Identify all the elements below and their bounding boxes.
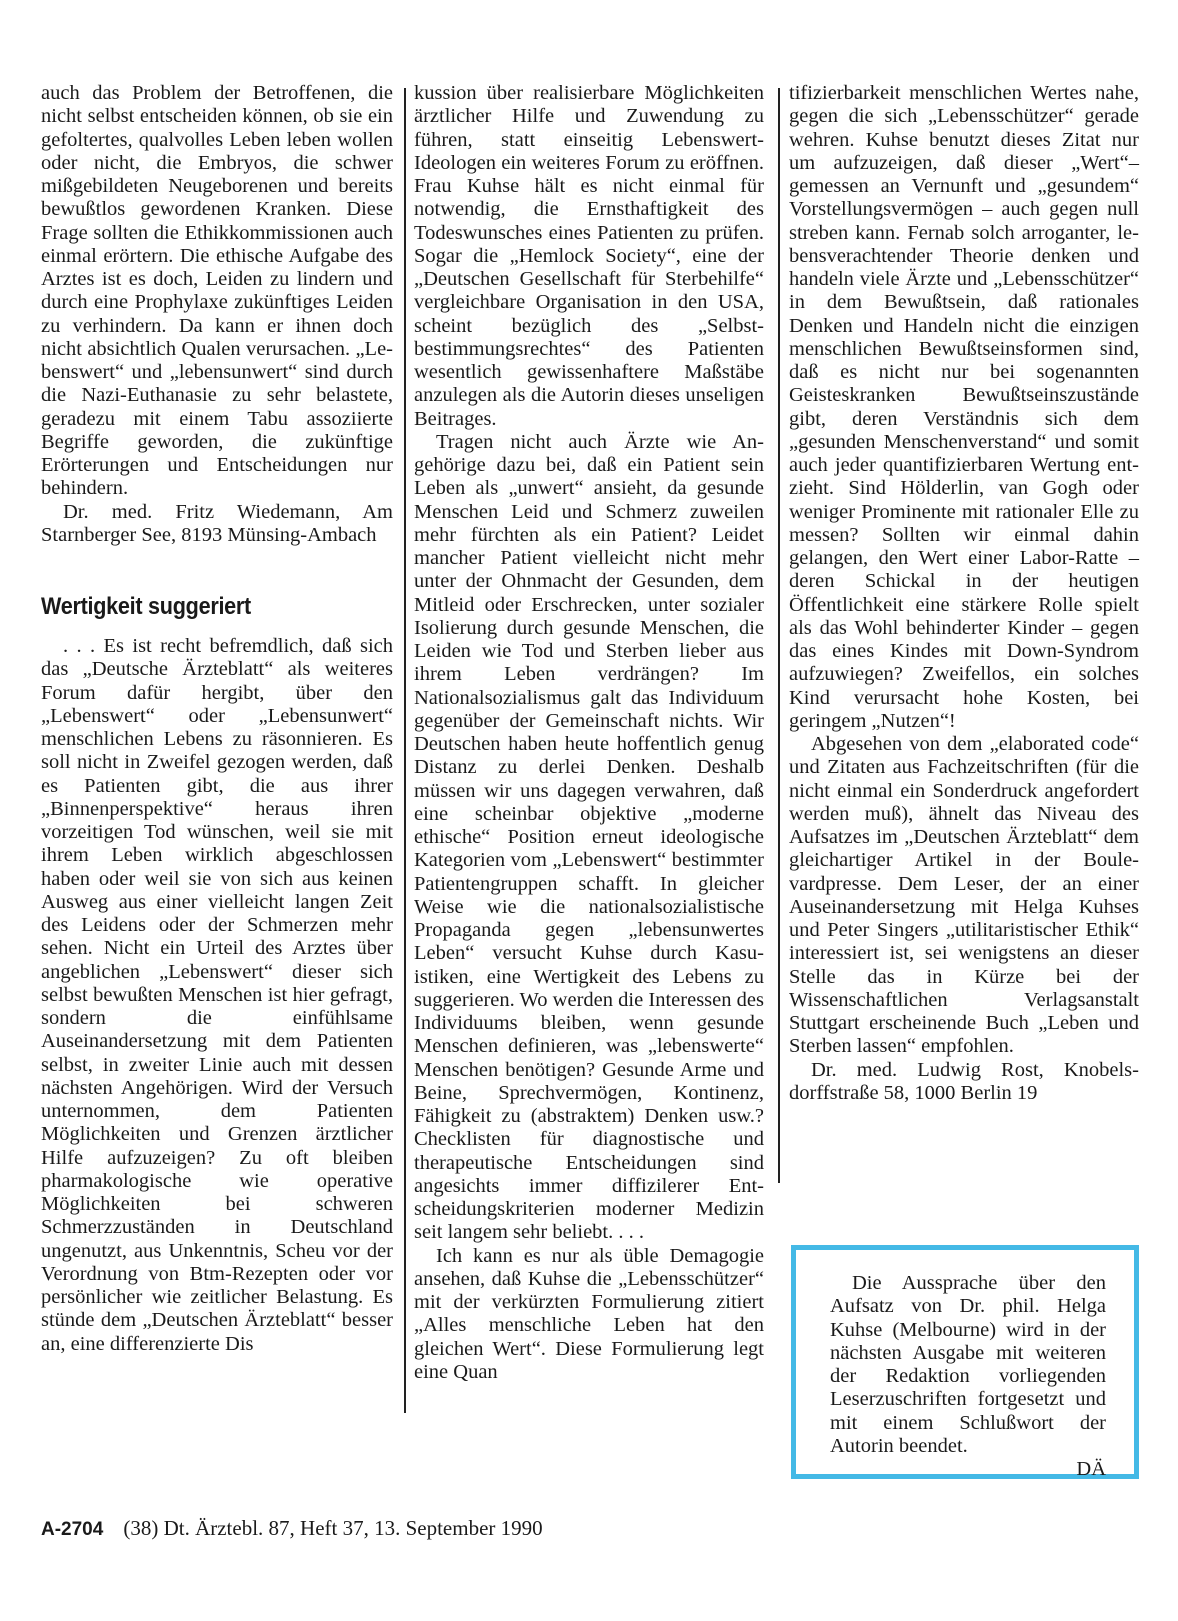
letter-2-paragraph: kussion über realisierbare Möglichkeiten ärztlicher Hilfe und Zuwendung zu führen, statt einseitig Lebenswert-Ideologen ein weiteres Forum zu eröffnen. Frau Kuhse hält es nicht einmal für notwendig, die Ernsthaftigkeit des Todeswunsches eines Patienten zu prüfen. Sogar die „Hemlock Society“, eine der „Deutschen Gesellschaft für Sterbehilfe“ vergleichbare Organisation in den USA, scheint bezüglich des „Selbstbestimmungsrechtes“ des Patienten wesentlich gewissenhaftere Maßstäbe anzulegen als die Autorin dieses unseligen Beitrages.	[414, 82, 764, 430]
letter-2-paragraph: Tragen nicht auch Ärzte wie Angehörige dazu bei, daß ein Patient sein Leben als „unwert“ ansieht, da gesunde Menschen Leid und Schmerz zuweilen mehr fürchten als ein Patient? Leidet mancher Patient vielleicht nicht mehr unter der Ohnmacht der Gesunden, dem Mitleid oder Erschrecken, unter sozialer Isolierung durch gesunde Menschen, die Leiden wie Tod und Sterben lieber aus ihrem Leben verdrängen? Im Nationalsozialismus galt das Individuum gegenüber der Gemeinschaft nichts. Wir Deutschen haben heute hoffentlich genug Distanz zu derlei Denken. Deshalb müssen wir uns dagegen verwahren, daß eine scheinbar objektive „moderne ethische“ Position erneut ideologische Kategorien vom „Lebenswert“ bestimmter Patientengruppen schafft. In gleicher Weise wie die nationalsozialistische Propaganda gegen „lebensunwertes Leben“ versucht Kuhse durch Kasuistiken, eine Wertigkeit des Lebens zu suggerieren. Wo werden die Interessen des Individuums bleiben, wenn gesunde Menschen definieren, was „lebenswerte“ Menschen benötigen? Gesunde Arme und Beine, Sprechvermögen, Kontinenz, Fähigkeit zu (abstraktem) Denken usw.? Checklisten für diagnostische und therapeutische Entscheidungen sind angesichts immer diffizilerer Entscheidungskriterien moderner Medizin seit langem sehr beliebt. . . .	[414, 430, 764, 1244]
letter-1-signature: Dr. med. Fritz Wiedemann, Am Starnberger See, 8193 Münsing-Ambach	[41, 500, 393, 546]
letter-1-text: auch das Problem der Betroffenen, die nicht selbst entscheiden können, ob sie ein gefoltertes, qualvolles Leben leben wollen oder nicht, die Embryos, die schwer mißgebildeten Neugeborenen und bereits bewußtlos gewordenen Kranken. Diese Frage sollten die Ethikkommissionen auch einmal erörtern. Die ethische Aufgabe des Arztes ist es doch, Leiden zu lindern und durch eine Prophylaxe zukünftiges Leiden zu verhindern. Da kann er ihnen doch nicht absichtlich Qualen verursachen. „Lebenswert“ und „lebensunwert“ sind durch die Nazi-Euthanasie zu sehr belastete, geradezu mit einem Tabu assoziierte Begriffe geworden, die zukünftige Erörterungen und Entscheidungen nur behindern.	[41, 82, 393, 500]
letter-2-signature: Dr. med. Ludwig Rost, Knobelsdorffstraße 58, 1000 Berlin 19	[789, 1058, 1139, 1104]
letter-2-text: . . . Es ist recht befremdlich, daß sich das „Deutsche Ärzteblatt“ als weiteres Forum dafür hergibt, über den „Lebenswert“ oder „Lebensunwert“ menschlichen Lebens zu räsonnieren. Es soll nicht in Zweifel gezogen werden, daß es Patienten gibt, die aus ihrer „Binnenperspektive“ heraus ihren vorzeitigen Tod wünschen, weil sie mit ihrem Leben wirklich abgeschlossen haben oder weil sie von sich aus keinen Ausweg aus einer vielleicht langen Zeit des Leidens oder der Schmerzen mehr sehen. Nicht ein Urteil des Arztes über angeblichen „Lebenswert“ dieser sich selbst bewußten Menschen ist hier gefragt, sondern die einfühlsame Auseinandersetzung mit dem Patienten selbst, in zweiter Linie auch mit dessen nächsten Angehörigen. Wird der Versuch unternommen, dem Patienten Möglichkeiten und Grenzen ärztlicher Hilfe aufzuzeigen? Zu oft bleiben pharmakologische wie operative Möglichkeiten bei schweren Schmerzzuständen in Deutschland ungenutzt, aus Unkenntnis, Scheu vor der Verordnung von Btm-Rezepten oder vor persönlicher wie zeitlicher Belastung. Es stünde dem „Deutschen Ärzteblatt“ besser an, eine differenzierte Dis	[41, 635, 393, 1355]
letter-2-paragraph: Abgesehen von dem „elaborated code“ und Zitaten aus Fachzeitschriften (für die nicht einmal ein Sonderdruck angefordert werden muß), ähnelt das Niveau des Aufsatzes im „Deutschen Ärzteblatt“ dem gleichartiger Artikel in der Boulevardpresse. Dem Leser, der an einer Auseinandersetzung mit Helga Kuhses und Peter Singers „utilitaristischer Ethik“ interessiert ist, sei wenigstens an dieser Stelle das in Kürze bei der Wissenschaftlichen Verlagsanstalt Stuttgart erscheinende Buch „Leben und Sterben lassen“ empfohlen.	[789, 733, 1139, 1058]
letter-2-paragraph: Ich kann es nur als üble Demagogie ansehen, daß Kuhse die „Lebensschützer“ mit der verkürzten Formulierung zitiert „Alles menschliche Leben hat den gleichen Wert“. Diese Formulierung legt eine Quan	[414, 1244, 764, 1383]
page-code: A-2704	[41, 1519, 104, 1540]
editor-note-box	[791, 1245, 1139, 1479]
column-divider-left	[404, 88, 406, 1413]
page-footer	[41, 1516, 543, 1541]
article-column-1	[41, 82, 393, 1356]
editor-note-sign: DÄ	[1076, 1458, 1106, 1480]
article-column-3	[789, 82, 1139, 1105]
editor-note-text: Die Aussprache über den Aufsatz von Dr. phil. Helga Kuhse (Melbourne) wird in der nächsten Ausgabe mit weiteren der Redaktion vorliegenden Leserzuschriften fortgesetzt und mit einem Schlußwort der Autorin beendet.	[830, 1272, 1106, 1457]
letter-2-paragraph: tifizierbarkeit menschlichen Wertes nahe, gegen die sich „Lebensschützer“ gerade wehren. Kuhse benutzt dieses Zitat nur um aufzuzeigen, daß dieser „Wert“– gemessen an Vernunft und „gesundem“ Vorstellungsvermögen – auch gegen null streben kann. Fernab solch arroganter, lebensverachtender Theorie denken und handeln viele Ärzte und „Lebensschützer“ in dem Bewußtsein, daß rationales Denken und Handeln nicht die einzigen menschlichen Bewußtseinsformen sind, daß es nicht nur bei sogenannten Geisteskranken Bewußtseinszustände gibt, deren Verständnis sich dem „gesunden Menschenverstand“ und somit auch jeder quantifizierbaren Wertung entzieht. Sind Hölderlin, van Gogh oder weniger Prominente mit rationaler Elle zu messen? Sollten wir einmal dahin gelangen, den Wert einer Labor-Ratte – deren Schickal in der heutigen Öffentlichkeit eine stärkere Rolle spielt als das Wohl behinderter Kinder – gegen das eines Kindes mit Down-Syndrom aufzuwiegen? Zweifellos, ein solches Kind verursacht hohe Kosten, bei geringem „Nutzen“!	[789, 82, 1139, 732]
article-column-2	[414, 82, 764, 1384]
column-divider-right	[778, 88, 780, 1183]
letter-2-heading: Wertigkeit suggeriert	[41, 593, 251, 620]
citation: (38) Dt. Ärztebl. 87, Heft 37, 13. September 1990	[123, 1516, 543, 1540]
